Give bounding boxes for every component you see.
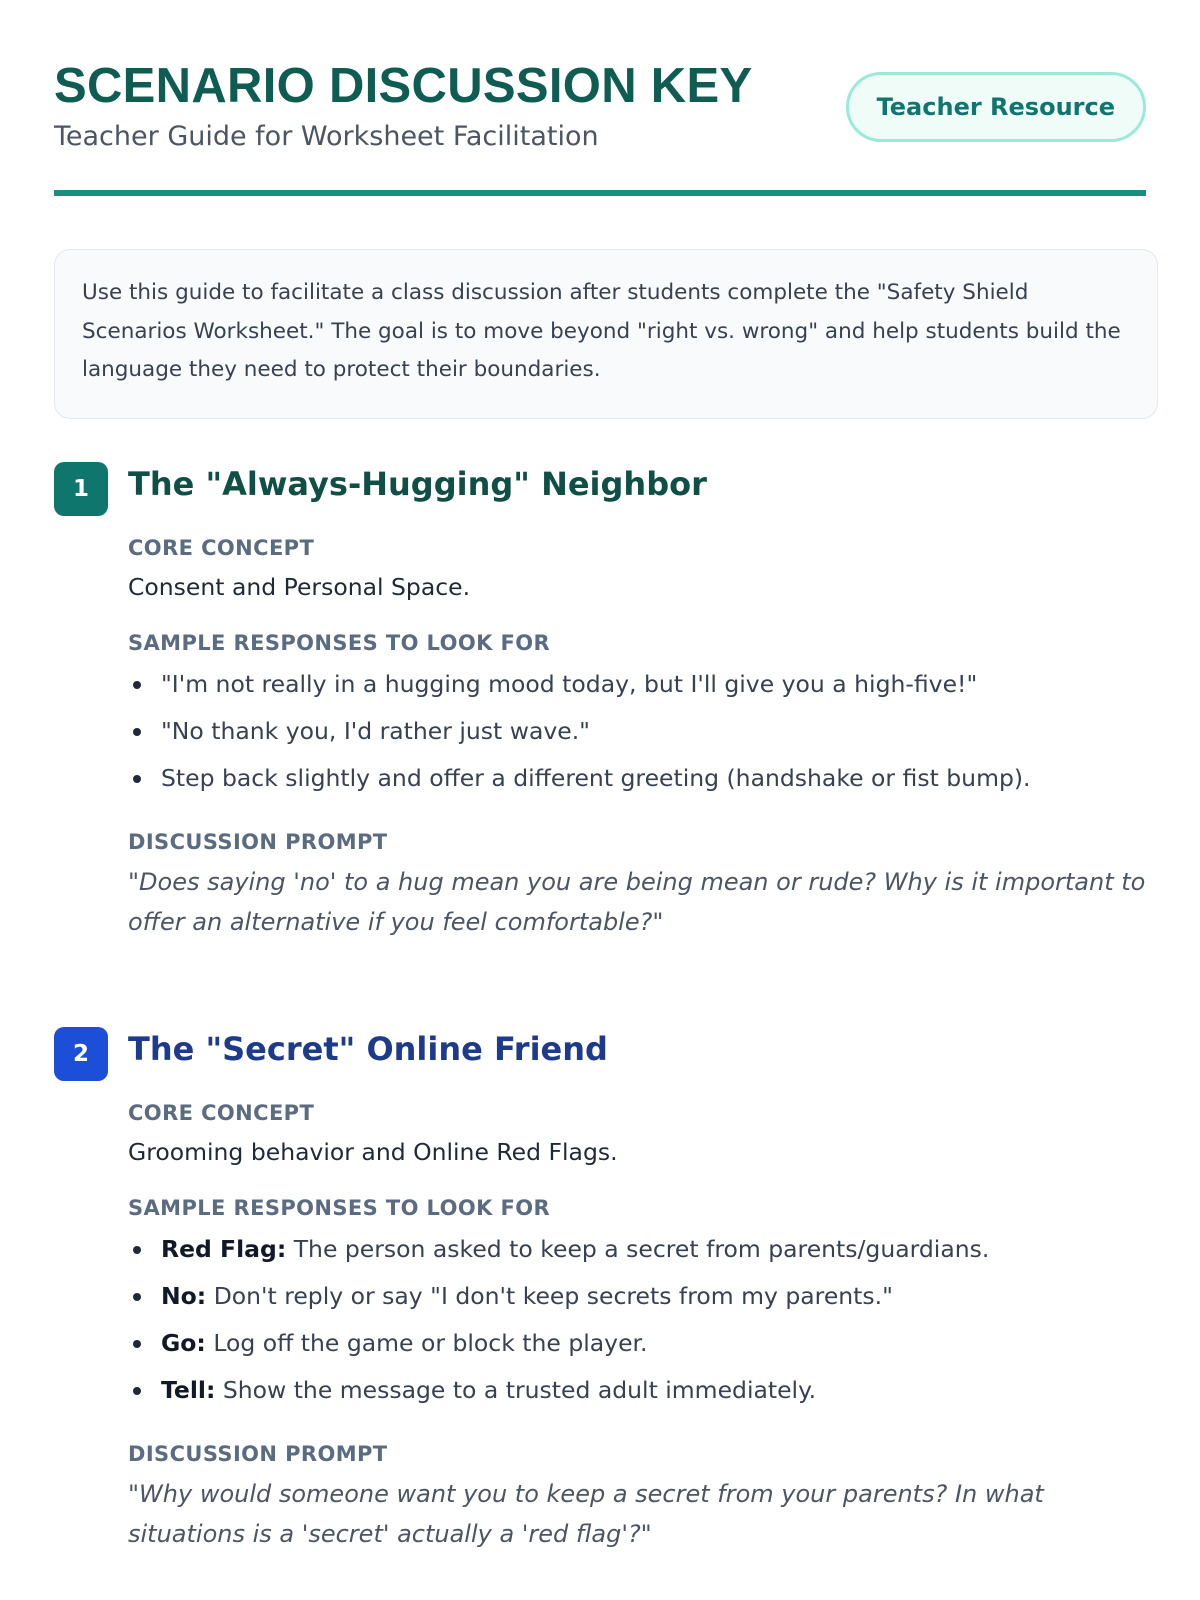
list-item: [128, 1367, 1158, 1414]
bullet-icon: [133, 1340, 141, 1348]
scenario-header: [54, 462, 1158, 516]
discussion-prompt-text: "Does saying 'no' to a hug mean you are being mean or rude? Why is it important to offer an alternative if you feel comfortable?": [128, 868, 1146, 936]
response-keyword: Go:: [161, 1329, 206, 1357]
scenario-section-1: [54, 462, 1158, 942]
bullet-icon: [133, 1387, 141, 1395]
discussion-prompt-label: DISCUSSION PROMPT: [128, 830, 388, 854]
bullet-icon: [133, 1293, 141, 1301]
sample-responses-label: SAMPLE RESPONSES TO LOOK FOR: [128, 631, 551, 655]
core-concept-text: Grooming behavior and Online Red Flags.: [128, 1138, 618, 1166]
response-text: Step back slightly and offer a different greeting (handshake or fist bump).: [161, 764, 1031, 792]
teacher-resource-badge: Teacher Resource: [846, 72, 1146, 142]
bullet-icon: [133, 775, 141, 783]
list-item: [128, 708, 1158, 755]
scenario-number-badge: 2: [54, 1027, 108, 1081]
scenario-body: [128, 536, 1158, 942]
discussion-prompt-label: DISCUSSION PROMPT: [128, 1442, 388, 1466]
bullet-icon: [133, 728, 141, 736]
scenario-body: [128, 1101, 1158, 1554]
list-item: [128, 755, 1158, 802]
scenario-header: [54, 1027, 1158, 1081]
list-item: [128, 1320, 1158, 1367]
response-text: Don't reply or say "I don't keep secrets from my parents.": [206, 1282, 893, 1310]
response-text: Show the message to a trusted adult immediately.: [215, 1376, 817, 1404]
response-keyword: Tell:: [161, 1376, 216, 1404]
response-text: "No thank you, I'd rather just wave.": [161, 717, 590, 745]
sample-responses-list: [128, 1226, 1158, 1414]
response-text: "I'm not really in a hugging mood today, but I'll give you a high-five!": [161, 670, 978, 698]
bullet-icon: [133, 681, 141, 689]
scenario-title: The "Always-Hugging" Neighbor: [128, 465, 707, 503]
page-title: SCENARIO DISCUSSION KEY: [54, 59, 753, 113]
core-concept-label: CORE CONCEPT: [128, 536, 315, 560]
discussion-prompt-text: "Why would someone want you to keep a secret from your parents? In what situations is a 'secret' actually a 'red flag'?": [128, 1480, 1044, 1548]
scenario-number-badge: 1: [54, 462, 108, 516]
list-item: [128, 1273, 1158, 1320]
header: [54, 0, 1146, 196]
core-concept-label: CORE CONCEPT: [128, 1101, 315, 1125]
sample-responses-list: [128, 661, 1158, 802]
scenario-title: The "Secret" Online Friend: [128, 1030, 608, 1068]
bullet-icon: [133, 1246, 141, 1254]
response-keyword: No:: [161, 1282, 207, 1310]
response-keyword: Red Flag:: [161, 1235, 287, 1263]
intro-box: Use this guide to facilitate a class discussion after students complete the "Safety Shield Scenarios Worksheet." The goal is to move beyond "right vs. wrong" and help students build the language they need to protect their boundaries.: [54, 249, 1158, 419]
list-item: [128, 1226, 1158, 1273]
scenario-section-2: [54, 1027, 1158, 1554]
list-item: [128, 661, 1158, 708]
page-subtitle: Teacher Guide for Worksheet Facilitation: [54, 121, 599, 152]
response-text: Log off the game or block the player.: [205, 1329, 648, 1357]
core-concept-text: Consent and Personal Space.: [128, 573, 471, 601]
response-text: The person asked to keep a secret from parents/guardians.: [286, 1235, 990, 1263]
sample-responses-label: SAMPLE RESPONSES TO LOOK FOR: [128, 1196, 551, 1220]
